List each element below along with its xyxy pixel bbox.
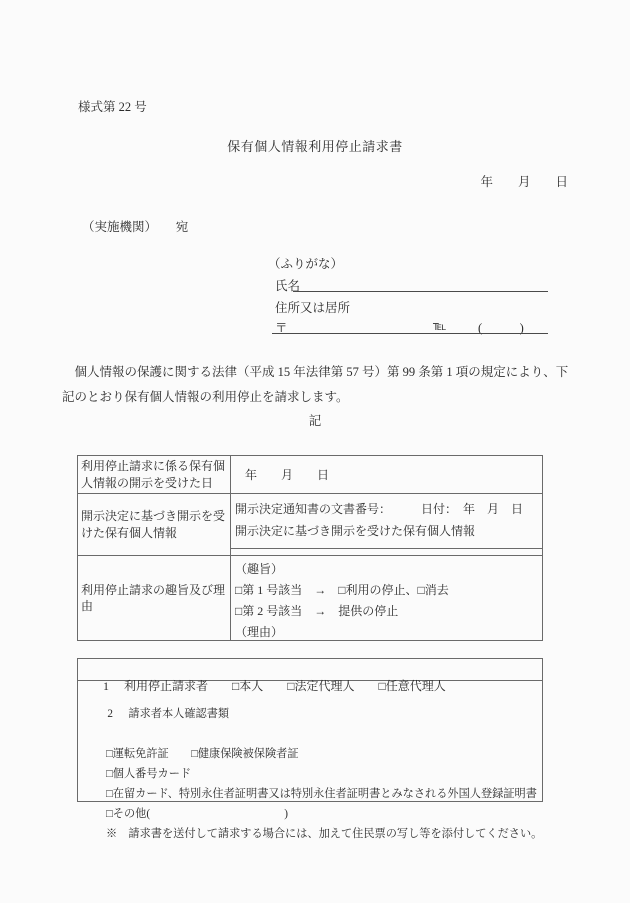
address-label: 住所又は居所 <box>275 301 351 315</box>
identity-documents-title: 請求者本人確認書類 <box>128 708 230 720</box>
name-fill-line <box>293 277 548 292</box>
requester-info-table <box>77 658 543 840</box>
form-number: 様式第 22 号 <box>78 100 147 114</box>
mail-request-note: ※ 請求書を送付して請求する場合には、加えて住民票の写し等を添付してください。 <box>106 828 543 840</box>
checkbox-line-mynumber: □個人番号カード <box>106 768 192 780</box>
request-paragraph-line: 記のとおり保有個人情報の利用停止を請求します。 <box>62 390 349 404</box>
checkbox-line-other: □その他( ) <box>106 808 289 820</box>
doc-number-line: 開示決定通知書の文書番号： 日付： 年 月 日 <box>235 502 524 516</box>
row-header-purpose-reason: 利用停止請求の趣旨及び理 由 <box>78 556 231 640</box>
request-paragraph-line: 個人情報の保護に関する法律（平成 15 年法律第 57 号）第 99 条第 1 項の規定により、下 <box>62 365 569 379</box>
tel-parens: ( ) <box>478 321 524 335</box>
row-header-disclosure-date: 利用停止請求に係る保有個 人情報の開示を受けた日 <box>78 456 231 493</box>
postal-mark: 〒 <box>275 321 288 335</box>
checkbox-line-residence-card: □在留カード、特別永住者証明書又は特別永住者証明書とみなされる外国人登録証明書 <box>106 788 537 800</box>
tel-label: ℡ <box>433 319 447 333</box>
name-label: 氏名 <box>275 279 301 293</box>
purpose-reason-cell <box>231 556 542 640</box>
table-row-disclosure-date <box>78 456 542 493</box>
checkbox-line-item2: □第 2 号該当 → 提供の停止 <box>235 604 399 618</box>
checkbox-line-item1: □第 1 号該当 → □利用の停止、□消去 <box>235 583 449 597</box>
disclosed-info-line: 開示決定に基づき開示を受けた保有個人情報 <box>235 524 476 538</box>
checkbox-line-license: □運転免許証 □健康保険被保険者証 <box>106 748 299 760</box>
table-row-purpose-reason <box>78 555 542 640</box>
purpose-label: （趣旨） <box>235 562 284 576</box>
row-number: 2 <box>107 708 113 720</box>
section-mark-ki: 記 <box>308 414 322 428</box>
issue-date-line: 年 月 日 <box>480 175 568 189</box>
table-row-requester-type <box>78 659 542 693</box>
document-title: 保有個人情報利用停止請求書 <box>227 139 403 154</box>
furigana-label: （ふりがな） <box>268 257 344 271</box>
disclosed-info-empty-strip <box>231 549 542 555</box>
table-row-identity-documents <box>78 681 543 840</box>
request-details-table <box>77 455 543 641</box>
requester-type-options: 利用停止請求者 □本人 □法定代理人 □任意代理人 <box>124 679 446 693</box>
disclosure-date-value: 年 月 日 <box>245 468 330 482</box>
reason-label: （理由） <box>235 625 284 639</box>
request-paragraph <box>62 360 582 410</box>
row-number: 1 <box>103 679 109 693</box>
table-row-disclosed-info <box>78 493 542 555</box>
disclosed-info-cell <box>231 494 542 549</box>
addressee-line: （実施機関） 宛 <box>82 220 189 234</box>
row-header-disclosed-info: 開示決定に基づき開示を受 けた保有個人情報 <box>78 494 231 555</box>
address-fill-line <box>272 319 548 334</box>
